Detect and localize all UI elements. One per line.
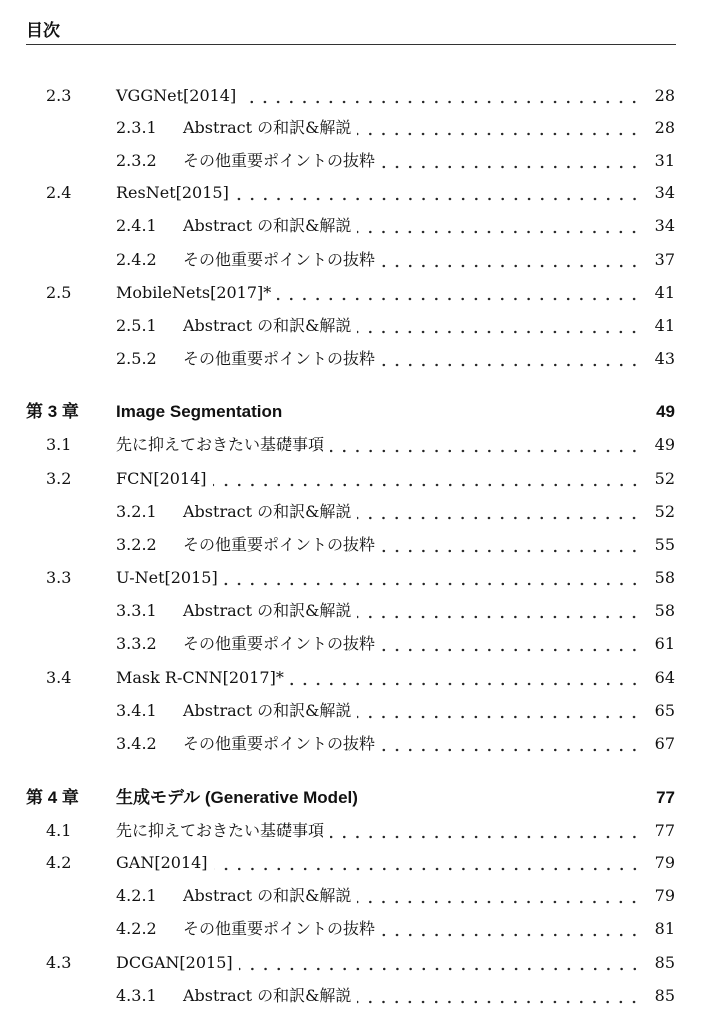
toc-entry-page[interactable]: 77: [654, 821, 675, 840]
dot-leader: [235, 180, 641, 206]
toc-entry-title[interactable]: Abstract の和訳&解説: [183, 598, 357, 624]
toc-entry-number: 2.5.2: [116, 349, 157, 368]
toc-entry-subsection[interactable]: [0, 532, 707, 558]
dot-leader: [364, 785, 641, 811]
toc-entry-number: 4.2.1: [116, 886, 157, 905]
dot-leader: [357, 983, 641, 1009]
dot-leader: [288, 399, 641, 425]
dot-leader: [381, 532, 641, 558]
toc-entry-title[interactable]: Abstract の和訳&解説: [183, 115, 357, 141]
toc-entry-number: 2.4: [46, 183, 72, 202]
dot-leader: [357, 499, 641, 525]
toc-entry-number: 4.3.1: [116, 986, 157, 1005]
toc-entry-page[interactable]: 52: [654, 502, 675, 521]
toc-entry-subsection[interactable]: [0, 148, 707, 174]
toc-entry-number: 2.3.1: [116, 118, 157, 137]
toc-entry-number: 3.2: [46, 469, 72, 488]
toc-entry-subsection[interactable]: [0, 916, 707, 942]
dot-leader: [357, 313, 641, 339]
toc-entry-chapter[interactable]: [0, 785, 707, 811]
toc-entry-title[interactable]: VGGNet[2014]: [116, 83, 242, 109]
toc-entry-number: 4.3: [46, 953, 72, 972]
toc-entry-number: 3.1: [46, 435, 72, 454]
toc-entry-section[interactable]: [0, 565, 707, 591]
toc-entry-title[interactable]: ResNet[2015]: [116, 180, 235, 206]
toc-entry-section[interactable]: [0, 466, 707, 492]
dot-leader: [277, 280, 641, 306]
dot-leader: [357, 598, 641, 624]
toc-entry-page[interactable]: 67: [654, 734, 675, 753]
toc-entry-number: 2.4.2: [116, 250, 157, 269]
toc-entry-title[interactable]: DCGAN[2015]: [116, 950, 239, 976]
toc-entry-title[interactable]: GAN[2014]: [116, 850, 214, 876]
dot-leader: [381, 247, 641, 273]
toc-entry-page[interactable]: 31: [654, 151, 675, 170]
toc-entry-title[interactable]: Abstract の和訳&解説: [183, 499, 357, 525]
toc-entry-number: 3.3: [46, 568, 72, 587]
toc-entry-subsection[interactable]: [0, 883, 707, 909]
toc-entry-page[interactable]: 64: [654, 668, 675, 687]
toc-entry-title[interactable]: 先に抑えておきたい基礎事項: [116, 818, 330, 844]
toc-entry-title[interactable]: Abstract の和訳&解説: [183, 213, 357, 239]
toc-entry-title[interactable]: Abstract の和訳&解説: [183, 698, 357, 724]
toc-entry-page[interactable]: 85: [654, 953, 675, 972]
toc-entry-page[interactable]: 49: [656, 402, 675, 421]
dot-leader: [239, 950, 641, 976]
dot-leader: [381, 916, 641, 942]
toc-entry-number: 4.2: [46, 853, 72, 872]
dot-leader: [290, 665, 641, 691]
toc-entry-title[interactable]: その他重要ポイントの抜粋: [183, 916, 381, 942]
toc-entry-title[interactable]: Abstract の和訳&解説: [183, 313, 357, 339]
toc-entry-page[interactable]: 37: [654, 250, 675, 269]
toc-entry-page[interactable]: 85: [654, 986, 675, 1005]
toc-entry-number: 2.5: [46, 283, 72, 302]
toc-entry-title[interactable]: その他重要ポイントの抜粋: [183, 346, 381, 372]
toc-entry-subsection[interactable]: [0, 213, 707, 239]
toc-entry-subsection[interactable]: [0, 698, 707, 724]
dot-leader: [242, 83, 641, 109]
toc-entry-section[interactable]: [0, 180, 707, 206]
toc-entry-page[interactable]: 41: [654, 283, 675, 302]
toc-entry-number: 4.2.2: [116, 919, 157, 938]
dot-leader: [330, 432, 641, 458]
toc-entry-page[interactable]: 28: [654, 118, 675, 137]
toc-entry-number: 第 3 章: [26, 402, 79, 421]
toc-entry-page[interactable]: 61: [654, 634, 675, 653]
toc-entry-section[interactable]: [0, 665, 707, 691]
dot-leader: [213, 466, 641, 492]
toc-entry-title[interactable]: Mask R-CNN[2017]*: [116, 665, 290, 691]
toc-entry-number: 2.4.1: [116, 216, 157, 235]
toc-entry-number: 2.3.2: [116, 151, 157, 170]
toc-entry-title[interactable]: FCN[2014]: [116, 466, 213, 492]
dot-leader: [357, 883, 641, 909]
toc-entry-title[interactable]: その他重要ポイントの抜粋: [183, 247, 381, 273]
toc-entry-title[interactable]: U-Net[2015]: [116, 565, 224, 591]
toc-entry-page[interactable]: 79: [654, 853, 675, 872]
toc-entry-title[interactable]: その他重要ポイントの抜粋: [183, 631, 381, 657]
toc-entry-page[interactable]: 43: [654, 349, 675, 368]
dot-leader: [357, 213, 641, 239]
dot-leader: [214, 850, 641, 876]
toc-entry-number: 3.2.1: [116, 502, 157, 521]
toc-entry-title[interactable]: Abstract の和訳&解説: [183, 883, 357, 909]
toc-entry-page[interactable]: 52: [654, 469, 675, 488]
dot-leader: [381, 148, 641, 174]
toc-entry-number: 3.4.2: [116, 734, 157, 753]
toc-entry-section[interactable]: [0, 950, 707, 976]
toc-entry-subsection[interactable]: [0, 313, 707, 339]
toc-entry-number: 3.2.2: [116, 535, 157, 554]
toc-entry-title[interactable]: Abstract の和訳&解説: [183, 983, 357, 1009]
toc-entry-chapter[interactable]: [0, 399, 707, 425]
toc-entry-number: 3.4.1: [116, 701, 157, 720]
toc-entry-title[interactable]: Image Segmentation: [116, 399, 288, 425]
toc-entry-page[interactable]: 28: [654, 86, 675, 105]
toc-entry-page[interactable]: 55: [654, 535, 675, 554]
toc-entry-subsection[interactable]: [0, 731, 707, 757]
toc-entry-number: 第 4 章: [26, 788, 79, 807]
toc-entry-page[interactable]: 81: [654, 919, 675, 938]
toc-entry-number: 3.3.2: [116, 634, 157, 653]
toc-entry-page[interactable]: 77: [656, 788, 675, 807]
toc-entry-title[interactable]: その他重要ポイントの抜粋: [183, 532, 381, 558]
toc-entry-subsection[interactable]: [0, 983, 707, 1009]
page-header-title: 目次: [26, 21, 60, 41]
toc-entry-title[interactable]: その他重要ポイントの抜粋: [183, 148, 381, 174]
toc-entry-number: 2.5.1: [116, 316, 157, 335]
dot-leader: [381, 631, 641, 657]
toc-entry-title[interactable]: その他重要ポイントの抜粋: [183, 731, 381, 757]
toc-entry-subsection[interactable]: [0, 346, 707, 372]
toc-entry-subsection[interactable]: [0, 598, 707, 624]
toc-entry-page[interactable]: 58: [654, 568, 675, 587]
dot-leader: [357, 115, 641, 141]
toc-entry-number: 3.3.1: [116, 601, 157, 620]
dot-leader: [330, 818, 641, 844]
header-rule: [26, 44, 676, 45]
toc-entry-page[interactable]: 65: [654, 701, 675, 720]
toc-entry-title[interactable]: MobileNets[2017]*: [116, 280, 277, 306]
toc-entry-page[interactable]: 41: [654, 316, 675, 335]
toc-entry-number: 4.1: [46, 821, 72, 840]
dot-leader: [224, 565, 641, 591]
toc-entry-number: 3.4: [46, 668, 72, 687]
toc-entry-number: 2.3: [46, 86, 72, 105]
toc-entry-page[interactable]: 79: [654, 886, 675, 905]
toc-entry-page[interactable]: 49: [654, 435, 675, 454]
toc-entry-title[interactable]: 先に抑えておきたい基礎事項: [116, 432, 330, 458]
dot-leader: [357, 698, 641, 724]
dot-leader: [381, 346, 641, 372]
dot-leader: [381, 731, 641, 757]
toc-entry-subsection[interactable]: [0, 499, 707, 525]
toc-entry-section[interactable]: [0, 83, 707, 109]
toc-entry-section[interactable]: [0, 432, 707, 458]
toc-entry-page[interactable]: 58: [654, 601, 675, 620]
toc-entry-subsection[interactable]: [0, 631, 707, 657]
toc-entry-section[interactable]: [0, 818, 707, 844]
toc-entry-page[interactable]: 34: [654, 216, 675, 235]
toc-entry-section[interactable]: [0, 280, 707, 306]
toc-entry-section[interactable]: [0, 850, 707, 876]
toc-entry-subsection[interactable]: [0, 247, 707, 273]
toc-entry-subsection[interactable]: [0, 115, 707, 141]
toc-entry-page[interactable]: 34: [654, 183, 675, 202]
toc-entry-title[interactable]: 生成モデル (Generative Model): [116, 785, 364, 811]
